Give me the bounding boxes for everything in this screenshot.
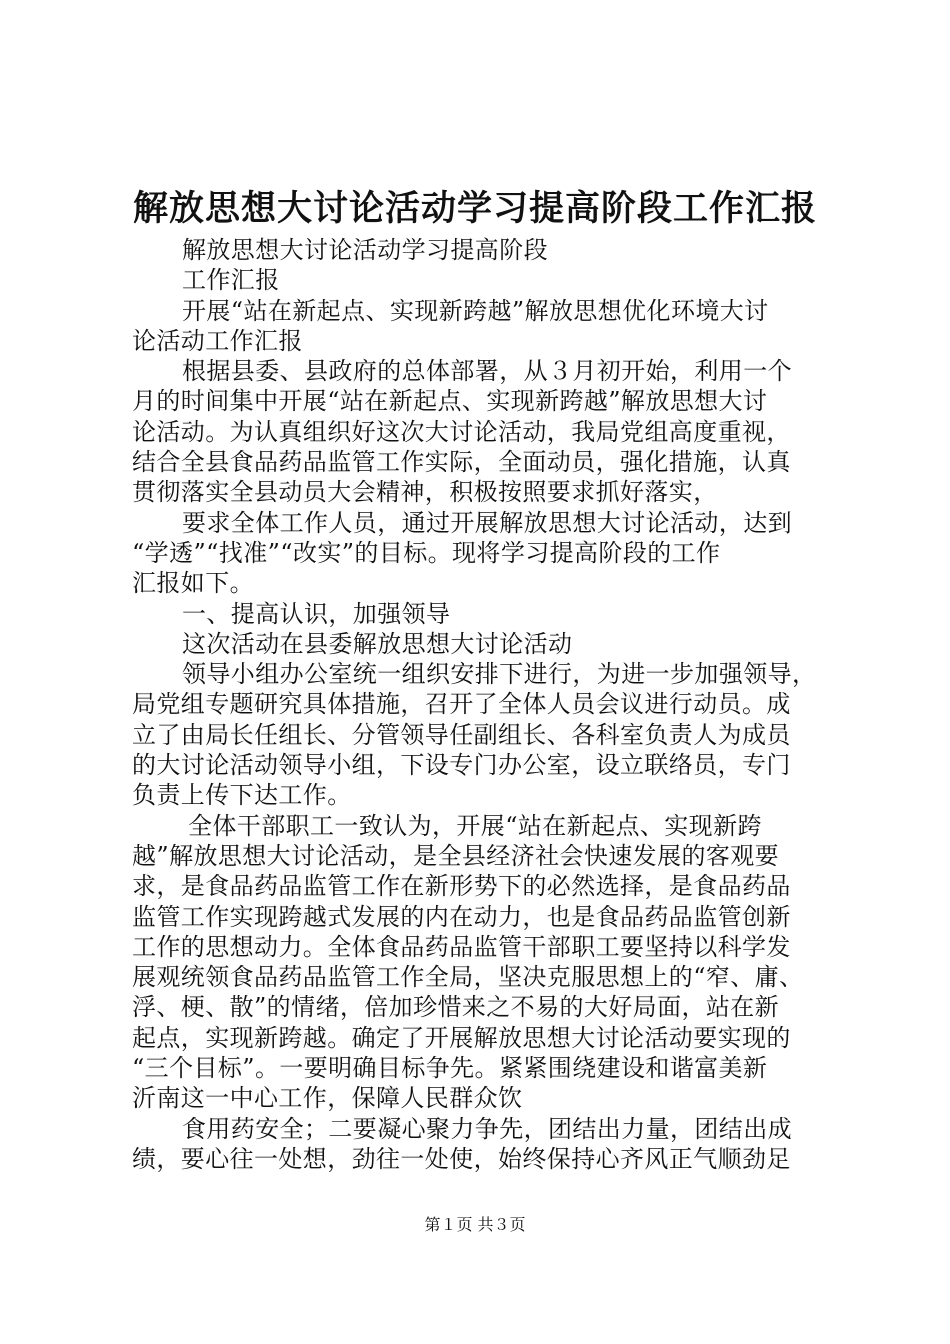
paragraph-line: 起点，实现新跨越。确定了开展解放思想大讨论活动要实现的 bbox=[132, 1023, 791, 1052]
document-body bbox=[132, 235, 842, 1174]
paragraph-line: 结合全县食品药品监管工作实际，全面动员，强化措施，认真 bbox=[132, 448, 791, 477]
paragraph-line: 工作汇报 bbox=[182, 266, 280, 295]
paragraph-line: 开展“站在新起点、实现新跨越”解放思想优化环境大讨 bbox=[182, 296, 769, 325]
paragraph-line: 局党组专题研究具体措施，召开了全体人员会议进行动员。成 bbox=[132, 690, 791, 719]
paragraph-line: 月的时间集中开展“站在新起点、实现新跨越”解放思想大讨 bbox=[132, 387, 768, 416]
paragraph-line: “学透”“找准”“改实”的目标。现将学习提高阶段的工作 bbox=[132, 538, 721, 567]
paragraph-line: 沂南这一中心工作，保障人民群众饮 bbox=[132, 1084, 523, 1113]
section-heading: 一、提高认识，加强领导 bbox=[182, 599, 451, 628]
paragraph-line: 监管工作实现跨越式发展的内在动力，也是食品药品监管创新 bbox=[132, 902, 791, 931]
paragraph-line: 负责上传下达工作。 bbox=[132, 781, 352, 810]
paragraph-line: 食用药安全；二要凝心聚力争先，团结出力量，团结出成 bbox=[182, 1114, 792, 1143]
paragraph-line: 绩，要心往一处想，劲往一处使，始终保持心齐风正气顺劲足 bbox=[132, 1144, 791, 1173]
paragraph-line: 展观统领食品药品监管工作全局，坚决克服思想上的“窄、庸、 bbox=[132, 963, 804, 992]
paragraph-line: 要求全体工作人员，通过开展解放思想大讨论活动，达到 bbox=[182, 508, 792, 537]
paragraph-line: 领导小组办公室统一组织安排下进行，为进一步加强领导， bbox=[182, 660, 817, 689]
page-number: 第１页 共３页 bbox=[424, 1215, 526, 1234]
paragraph-line: 解放思想大讨论活动学习提高阶段 bbox=[182, 236, 548, 264]
paragraph-line: 越”解放思想大讨论活动，是全县经济社会快速发展的客观要 bbox=[132, 841, 780, 870]
paragraph-line: 全体干部职工一致认为，开展“站在新起点、实现新跨 bbox=[188, 811, 762, 840]
paragraph-line: 这次活动在县委解放思想大讨论活动 bbox=[182, 629, 573, 658]
paragraph-line: 立了由局长任组长、分管领导任副组长、各科室负责人为成员 bbox=[132, 720, 791, 749]
paragraph-line: 论活动。为认真组织好这次大讨论活动，我局党组高度重视， bbox=[132, 417, 791, 446]
document-title: 解放思想大讨论活动学习提高阶段工作汇报 bbox=[132, 188, 817, 229]
paragraph-line: 根据县委、县政府的总体部署，从３月初开始，利用一个 bbox=[182, 357, 792, 386]
paragraph-line: “三个目标”。一要明确目标争先。紧紧围绕建设和谐富美新 bbox=[132, 1054, 768, 1083]
paragraph-line: 贯彻落实全县动员大会精神，积极按照要求抓好落实， bbox=[132, 478, 718, 507]
paragraph-line: 汇报如下。 bbox=[132, 569, 254, 598]
paragraph-line: 的大讨论活动领导小组，下设专门办公室，设立联络员，专门 bbox=[132, 751, 791, 780]
paragraph-line: 论活动工作汇报 bbox=[132, 326, 303, 355]
paragraph-line: 浮、梗、散”的情绪，倍加珍惜来之不易的大好局面，站在新 bbox=[132, 993, 780, 1022]
paragraph-line: 工作的思想动力。全体食品药品监管干部职工要坚持以科学发 bbox=[132, 932, 791, 961]
paragraph-line: 求，是食品药品监管工作在新形势下的必然选择，是食品药品 bbox=[132, 872, 791, 901]
